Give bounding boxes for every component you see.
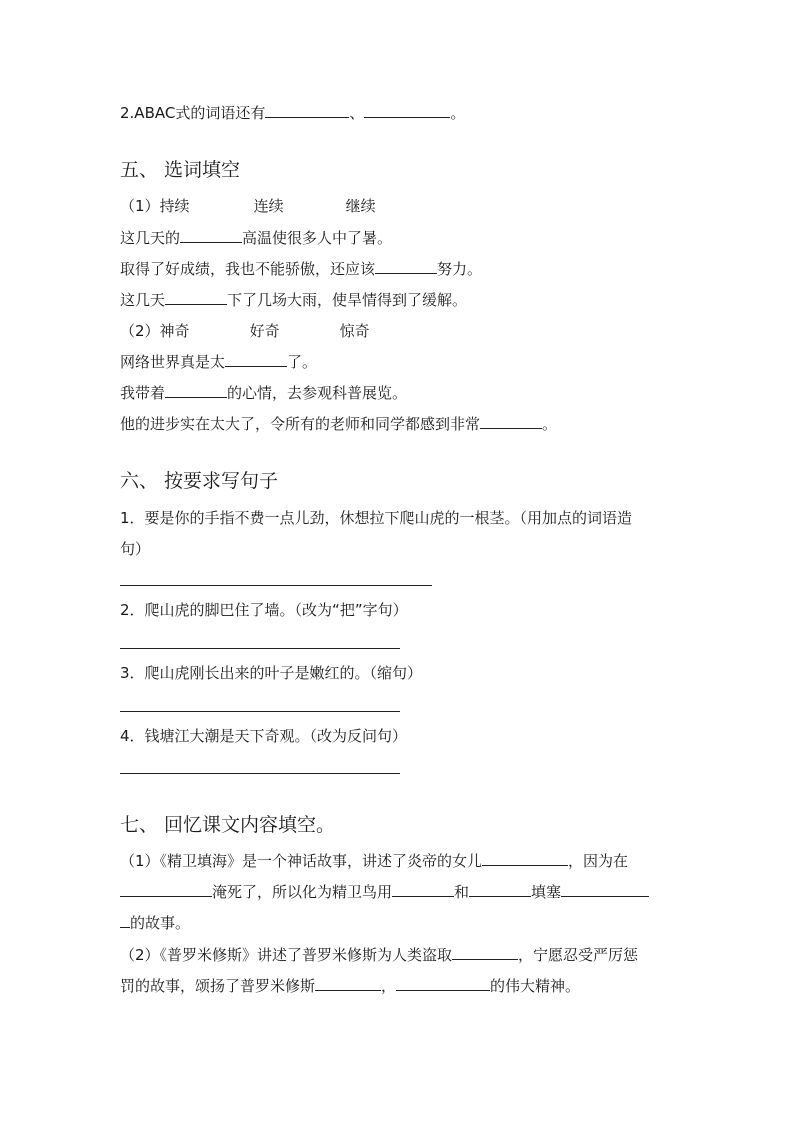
sentence-text: 努力。 (437, 260, 483, 278)
recall-text: （1）《精卫填海》是一个神话故事，讲述了炎帝的女儿 (120, 852, 483, 870)
choice-word-jixu: 继续 (345, 197, 376, 215)
recall-blank[interactable] (392, 882, 454, 897)
fill-sentence-6 (120, 414, 557, 434)
recall-text: ，因为在 (568, 852, 629, 870)
answer-line-4[interactable] (120, 773, 400, 774)
sentence-text: 他的进步实在太大了，令所有的老师和同学都感到非常 (120, 415, 481, 433)
sentence-text: 网络世界真是太 (120, 353, 226, 371)
answer-line-1[interactable] (120, 585, 432, 586)
choice-word-jingqi: 惊奇 (339, 322, 370, 340)
sentence-text: 这几天 (120, 291, 166, 309)
recall-blank[interactable] (469, 882, 531, 897)
recall-p2-line2 (120, 976, 580, 996)
section-6-heading: 六、 按要求写句子 (120, 470, 279, 492)
recall-text: ，宁愿忍受严厉惩 (518, 946, 639, 964)
recall-blank[interactable] (396, 976, 490, 991)
answer-line-3[interactable] (120, 711, 400, 712)
recall-text: ， (381, 977, 397, 995)
word-choices-1 (120, 196, 376, 216)
choice-group-2-number: （2） (120, 322, 160, 340)
fill-blank[interactable] (165, 290, 227, 305)
recall-p1-line1 (120, 851, 628, 871)
recall-text: （2）《普罗米修斯》讲述了普罗米修斯为人类盗取 (120, 946, 453, 964)
abac-question (120, 103, 465, 123)
recall-blank[interactable] (315, 976, 381, 991)
word-choices-2 (120, 321, 370, 341)
choice-word-lianxu: 连续 (253, 197, 284, 215)
choice-word-chixu: 持续 (159, 197, 190, 215)
abac-blank-2[interactable] (364, 103, 450, 118)
fill-blank[interactable] (375, 259, 437, 274)
rewrite-question-2: 2．爬山虎的脚巴住了墙。（改为“把”字句） (120, 601, 408, 619)
recall-text: 的故事。 (130, 914, 191, 932)
recall-text: 淹死了，所以化为精卫鸟用 (212, 883, 393, 901)
sentence-text: 下了几场大雨，使旱情得到了缓解。 (227, 291, 468, 309)
fill-blank[interactable] (165, 383, 227, 398)
sentence-text: 我带着 (120, 384, 166, 402)
abac-blank-1[interactable] (265, 103, 349, 118)
sentence-text: 这几天的 (120, 229, 181, 247)
fill-sentence-2 (120, 259, 482, 279)
fill-blank[interactable] (225, 352, 287, 367)
fill-sentence-1 (120, 228, 392, 248)
recall-text: 罚的故事，颂扬了普罗米修斯 (120, 977, 316, 995)
sentence-text: 的心情，去参观科普展览。 (227, 384, 408, 402)
recall-blank[interactable] (452, 945, 518, 960)
abac-end: 。 (450, 104, 466, 122)
recall-blank[interactable] (482, 851, 568, 866)
fill-blank[interactable] (480, 414, 542, 429)
recall-text: 填塞 (531, 883, 562, 901)
sentence-text: 了。 (287, 353, 318, 371)
recall-blank[interactable] (120, 913, 130, 928)
abac-question-text: 2.ABAC式的词语还有 (120, 104, 266, 122)
fill-sentence-5 (120, 383, 407, 403)
recall-p1-line3 (120, 913, 190, 933)
fill-sentence-3 (120, 290, 467, 310)
rewrite-question-4: 4．钱塘江大潮是天下奇观。（改为反问句） (120, 727, 408, 745)
abac-separator: 、 (349, 104, 365, 122)
recall-text: 和 (454, 883, 470, 901)
choice-word-haoqi: 好奇 (249, 322, 280, 340)
recall-p1-line2 (120, 882, 649, 902)
recall-text: 的伟大精神。 (490, 977, 581, 995)
answer-line-2[interactable] (120, 648, 400, 649)
sentence-text: 高温使很多人中了暑。 (242, 229, 393, 247)
rewrite-question-3: 3．爬山虎刚长出来的叶子是嫩红的。（缩句） (120, 664, 423, 682)
section-5-heading: 五、 选词填空 (120, 159, 241, 181)
choice-word-shenqi: 神奇 (159, 322, 190, 340)
rewrite-question-1-line1: 1．要是你的手指不费一点儿劲，休想拉下爬山虎的一根茎。（用加点的词语造 (120, 509, 633, 527)
section-7-heading: 七、 回忆课文内容填空。 (120, 814, 336, 836)
fill-sentence-4 (120, 352, 317, 372)
sentence-text: 。 (542, 415, 558, 433)
sentence-text: 取得了好成绩，我也不能骄傲，还应该 (120, 260, 376, 278)
rewrite-question-1-line2: 句） (120, 540, 151, 558)
recall-blank[interactable] (120, 882, 212, 897)
recall-p2-line1 (120, 945, 638, 965)
choice-group-1-number: （1） (120, 197, 160, 215)
fill-blank[interactable] (180, 228, 242, 243)
recall-blank[interactable] (561, 882, 649, 897)
